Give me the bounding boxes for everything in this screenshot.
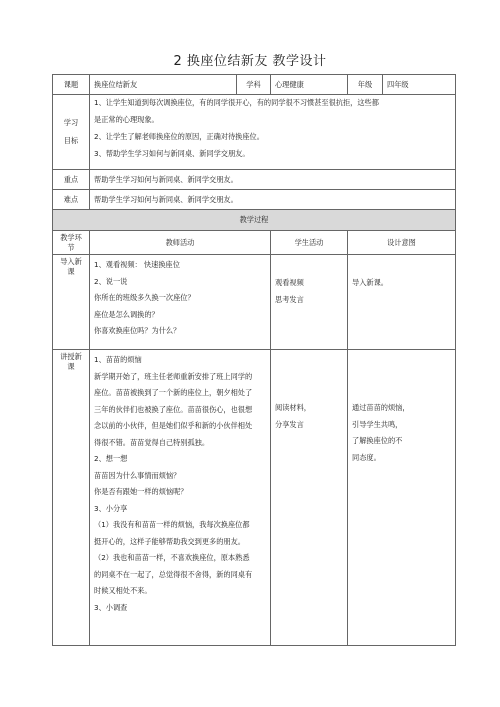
- teacher-line: 得很不错。苗苗觉得自己特别孤独。: [94, 437, 210, 447]
- teacher-line: 你是否有跟她一样的烦恼呢？: [94, 487, 188, 497]
- process-header-row: [53, 210, 456, 231]
- column-header-teacher: 教师活动: [90, 231, 271, 255]
- difficulty-row: [53, 190, 456, 210]
- teacher-line: 1、苗苗的烦恼: [94, 355, 142, 365]
- key-point-row: [53, 170, 456, 190]
- teacher-line: 的同桌不在一起了，总觉得很不舍得，新的同桌有: [94, 569, 253, 579]
- teacher-line: 座位。苗苗被换到了一个新的座位上，朝夕相处了: [94, 388, 253, 398]
- key-point-label: 重点: [53, 170, 90, 190]
- stage-cell: 导入新课: [53, 255, 90, 350]
- goal-item: 2、让学生了解老师换座位的原因，正确对待换座位。: [94, 132, 264, 141]
- teacher-line: 挺开心的，这样子能够帮助我交到更多的朋友。: [94, 536, 245, 546]
- topic-label: 课题: [53, 75, 90, 95]
- teacher-line: 三年的伙伴们也被换了座位。苗苗很伤心，也很想: [94, 404, 253, 414]
- student-line: 分享发言: [275, 419, 304, 429]
- goal-item: 1、让学生知道到每次调换座位，有的同学很开心，有的同学很不习惯甚至很抗拒，这些都: [94, 98, 379, 107]
- intent-line: 通过苗苗的烦恼，: [352, 403, 410, 413]
- goal-item: 是正常的心理现象。: [94, 115, 159, 124]
- info-row: [53, 75, 456, 95]
- intent-line: 了解换座位的不: [352, 436, 403, 446]
- goals-label: [53, 95, 90, 170]
- intent-line: 同态度。: [352, 452, 381, 462]
- process-row-teaching: [53, 350, 456, 646]
- goals-label-line: 学习: [63, 118, 79, 128]
- teacher-line: 2、说一说: [94, 276, 128, 286]
- student-line: 阅读材料，: [275, 403, 311, 413]
- design-intent: [348, 255, 456, 350]
- teacher-line: （1）我没有和苗苗一样的烦恼，我每次换座位都: [94, 520, 250, 530]
- topic-value: 换座位结新友: [90, 75, 237, 95]
- intent-line: 引导学生共鸣，: [352, 419, 403, 429]
- grade-label: 年级: [348, 75, 383, 95]
- process-row-intro: [53, 255, 456, 350]
- column-header-student: 学生活动: [271, 231, 348, 255]
- difficulty-label: 难点: [53, 190, 90, 210]
- teacher-activity: [90, 255, 271, 350]
- teacher-line: 你喜欢换座位吗？为什么？: [94, 326, 181, 336]
- subject-label: 学科: [237, 75, 271, 95]
- difficulty-value: 帮助学生学习如何与新同桌、新同学交朋友。: [90, 190, 456, 210]
- teacher-line: 时候又相处不来。: [94, 586, 152, 596]
- student-line: 观看视频: [275, 278, 304, 288]
- stage-cell: 讲授新课: [53, 350, 90, 646]
- page-title: 2 换座位结新友 教学设计: [173, 54, 327, 69]
- lesson-plan-table: [52, 74, 456, 646]
- intent-line: 导入新课。: [352, 278, 388, 288]
- teacher-line: 新学期开始了，班主任老师重新安排了班上同学的: [94, 371, 253, 381]
- process-header: 教学过程: [53, 210, 456, 231]
- goals-label-line: 目标: [63, 136, 79, 145]
- student-activity: [271, 350, 348, 646]
- goal-item: 3、帮助学生学习如何与新同桌、新同学交朋友。: [94, 149, 250, 158]
- teacher-line: 座位是怎么调换的？: [94, 309, 159, 319]
- design-intent: [348, 350, 456, 646]
- goals-content: [90, 95, 456, 170]
- student-line: 思考发言: [275, 294, 304, 304]
- goals-row: [53, 95, 456, 170]
- subject-value: 心理健康: [271, 75, 348, 95]
- key-point-value: 帮助学生学习如何与新同桌、新同学交朋友。: [90, 170, 456, 190]
- teacher-line: （2）我也和苗苗一样，不喜欢换座位，原本熟悉: [94, 553, 250, 563]
- teacher-line: 3、小分享: [94, 503, 128, 513]
- teacher-line: 3、小调查: [94, 602, 128, 612]
- teacher-line: 念以前的小伙伴，但是她们似乎和新的小伙伴相处: [94, 421, 253, 431]
- student-activity: [271, 255, 348, 350]
- column-header-intent: 设计意图: [348, 231, 456, 255]
- teacher-line: 2、想一想: [94, 454, 128, 464]
- teacher-line: 苗苗因为什么事情而烦恼？: [94, 470, 181, 480]
- column-header-row: [53, 231, 456, 255]
- teacher-line: 1、观看视频： 快速换座位: [94, 260, 180, 270]
- column-header-stage: 教学环节: [53, 231, 90, 255]
- grade-value: 四年级: [383, 75, 456, 95]
- teacher-activity: [90, 350, 271, 646]
- teacher-line: 你所在的班级多久换一次座位？: [94, 293, 195, 303]
